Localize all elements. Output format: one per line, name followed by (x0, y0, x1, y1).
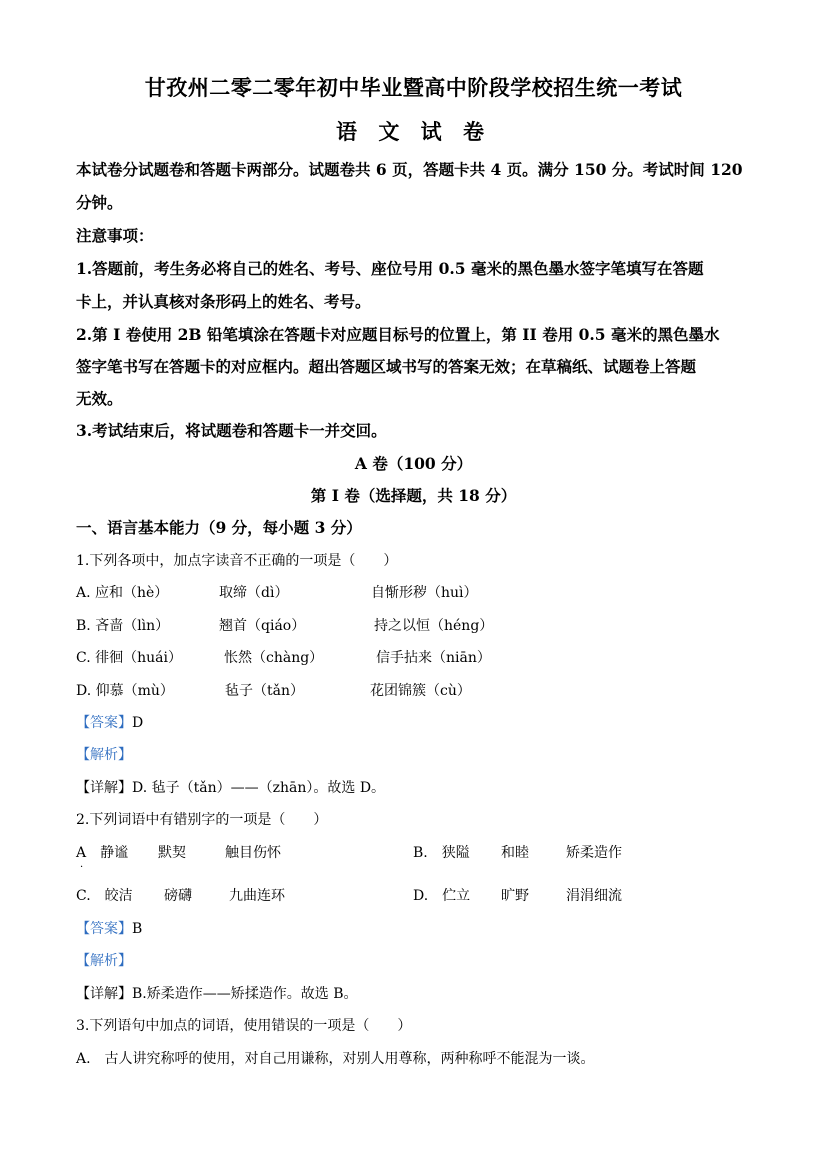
q2-option-d-3: 涓涓细流 (566, 888, 622, 904)
note-2a: 2.第 I 卷使用 2B 铅笔填涂在答题卡对应题目标号的位置上，第 II 卷用 0.5 毫米的黑色墨水 (76, 325, 720, 344)
q2-answer-value: B (132, 921, 143, 937)
intro-line-1: 本试卷分试题卷和答题卡两部分。试题卷共 6 页，答题卡共 4 页。满分 150 分。考试时间 120 (76, 160, 743, 179)
q1-option-a-1: A. 应和（hè） (76, 585, 169, 601)
q1-option-a-3: 自惭形秽（huì） (371, 585, 478, 601)
q1-option-b-3: 持之以恒（héng） (374, 618, 494, 634)
note-3: 3.考试结束后，将试题卷和答题卡一并交回。 (76, 421, 387, 440)
q1-answer (76, 712, 143, 732)
q1-stem: 1.下列各项中，加点字读音不正确的一项是（ ） (76, 553, 398, 569)
q1-option-c-2: 怅然（chàng） (224, 650, 324, 666)
q2-option-b-1: B. 狭隘 (413, 845, 470, 861)
notes-title: 注意事项： (76, 226, 154, 245)
q1-analysis-label: 【解析】 (76, 747, 132, 763)
section-1-heading: 一、语言基本能力（9 分，每小题 3 分） (76, 518, 362, 537)
exam-title: 甘孜州二零二零年初中毕业暨高中阶段学校招生统一考试 (144, 75, 683, 100)
part-1-heading: 第 I 卷（选择题，共 18 分） (310, 486, 517, 505)
note-2c: 无效。 (76, 389, 123, 408)
q1-option-c-1: C. 徘徊（huái） (76, 650, 182, 666)
q1-option-d-2: 毡子（tǎn） (225, 683, 304, 699)
q2-option-b-2: 和睦 (501, 845, 529, 861)
emphasis-dot: · (80, 862, 84, 873)
q2-option-c-1: C. 皎洁 (76, 888, 133, 904)
q1-option-d-3: 花团锦簇（cù） (370, 683, 471, 699)
detail-label: 【详解】 (76, 986, 132, 1002)
answer-label: 【答案】 (76, 921, 132, 937)
q2-option-d-1: D. 伫立 (413, 888, 471, 904)
note-1a: 1.答题前，考生务必将自己的姓名、考号、座位号用 0.5 毫米的黑色墨水签字笔填写在答题 (76, 259, 704, 278)
q2-option-a-2: 默契 (158, 845, 186, 861)
detail-label: 【详解】 (76, 780, 132, 796)
q2-option-a-1: A 静谧 (76, 845, 129, 861)
q1-answer-value: D (132, 715, 144, 731)
note-1b: 卡上，并认真核对条形码上的姓名、考号。 (76, 292, 371, 311)
q2-answer (76, 918, 142, 938)
q1-detail (76, 777, 385, 797)
q1-option-d-1: D. 仰慕（mù） (76, 683, 174, 699)
volume-a-heading: A 卷（100 分） (354, 454, 473, 473)
q2-detail (76, 983, 357, 1003)
q1-option-c-3: 信手拈来（niān） (376, 650, 491, 666)
q3-stem: 3.下列语句中加点的词语，使用错误的一项是（ ） (76, 1018, 412, 1034)
answer-label: 【答案】 (76, 715, 132, 731)
note-2b: 签字笔书写在答题卡的对应框内。超出答题区域书写的答案无效；在草稿纸、试题卷上答题 (76, 357, 697, 376)
q3-option-a: A. 古人讲究称呼的使用，对自己用谦称，对别人用尊称，两种称呼不能混为一谈。 (76, 1051, 595, 1067)
q2-option-d-2: 旷野 (501, 888, 529, 904)
q1-detail-text: D. 毡子（tǎn）——（zhān）。故选 D。 (132, 780, 386, 796)
q2-option-c-3: 九曲连环 (229, 888, 285, 904)
q2-option-a-3: 触目伤怀 (225, 845, 281, 861)
q1-option-b-2: 翘首（qiáo） (219, 618, 306, 634)
intro-line-2: 分钟。 (76, 193, 123, 212)
q1-option-a-2: 取缔（dì） (219, 585, 289, 601)
q2-detail-text: B.矫柔造作——矫揉造作。故选 B。 (132, 986, 358, 1002)
q2-option-c-2: 磅礴 (164, 888, 192, 904)
exam-subtitle: 语 文 试 卷 (336, 119, 491, 144)
q2-option-b-3: 矫柔造作 (566, 845, 622, 861)
q2-stem: 2.下列词语中有错别字的一项是（ ） (76, 812, 328, 828)
q2-analysis-label: 【解析】 (76, 953, 132, 969)
q1-option-b-1: B. 吝啬（lìn） (76, 618, 170, 634)
